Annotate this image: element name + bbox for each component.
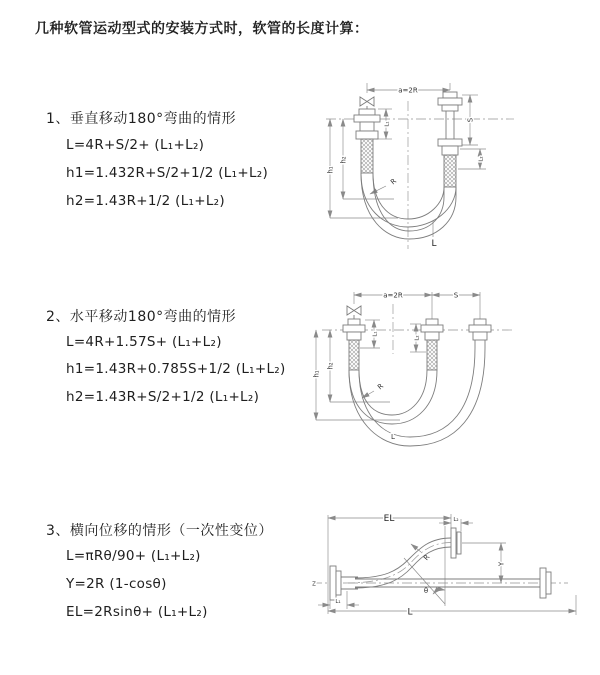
length-label: L bbox=[391, 433, 395, 441]
dim-label-el: EL bbox=[383, 514, 395, 524]
dimension-lines bbox=[316, 292, 480, 420]
radius-label: R bbox=[422, 553, 432, 563]
section-2-formula-h2: h2=1.43R+S/2+1/2 (L₁+L₂) bbox=[66, 389, 260, 405]
section-1-formula-h2: h2=1.43R+1/2 (L₁+L₂) bbox=[66, 193, 225, 209]
section-1-formula-h1: h1=1.432R+S/2+1/2 (L₁+L₂) bbox=[66, 165, 269, 181]
section-3-formula-EL: EL=2Rsinθ+ (L₁+L₂) bbox=[66, 604, 208, 620]
diagram-lateral-displacement bbox=[300, 498, 585, 640]
hose-curves bbox=[355, 538, 540, 588]
dim-label-h1: h₁ bbox=[326, 166, 335, 174]
dim-label-fitting-left: L₁ bbox=[384, 121, 391, 127]
dim-label-fitting-right: L₂ bbox=[453, 517, 459, 523]
flange-fitting-left bbox=[354, 109, 380, 173]
diagram-vertical-180-bend bbox=[310, 75, 525, 260]
radius-label: R bbox=[389, 177, 399, 187]
dim-label-width: a=2R bbox=[383, 291, 403, 300]
angle-label: θ bbox=[423, 587, 429, 595]
dim-label-fitting-right: L₂ bbox=[414, 335, 421, 341]
section-3-heading: 3、横向位移的情形（一次性变位） bbox=[46, 523, 273, 539]
valve-icon bbox=[360, 97, 374, 109]
flange-fitting-right bbox=[469, 319, 491, 348]
valve-icon bbox=[347, 306, 361, 319]
flange-fitting-right-upper bbox=[438, 92, 462, 139]
flange-right bbox=[540, 568, 551, 598]
radius-label: R bbox=[376, 382, 386, 392]
dim-label-stroke: S bbox=[453, 291, 459, 300]
dimension-lines bbox=[318, 514, 576, 615]
diagram-horizontal-180-bend bbox=[308, 282, 535, 462]
dim-label-h2: h₂ bbox=[339, 156, 348, 164]
offset-label: Y bbox=[497, 561, 506, 567]
section-2-formula-L: L=4R+1.57S+ (L₁+L₂) bbox=[66, 334, 222, 350]
centerlines bbox=[326, 101, 514, 249]
flange-fitting-middle bbox=[421, 319, 443, 370]
centerline-break-mark: Z bbox=[312, 581, 316, 588]
flange-upper bbox=[451, 528, 461, 558]
dim-label-fitting-right: L₂ bbox=[478, 156, 485, 162]
dim-label-fitting-left: L₁ bbox=[335, 599, 341, 605]
dim-label-stroke: S bbox=[466, 117, 475, 123]
length-label: L bbox=[431, 239, 437, 249]
section-2-formula-h1: h1=1.43R+0.785S+1/2 (L₁+L₂) bbox=[66, 361, 286, 377]
flange-fitting-right-lower bbox=[438, 139, 462, 197]
section-1-heading: 1、垂直移动180°弯曲的情形 bbox=[46, 111, 237, 127]
section-3-formula-L: L=πRθ/90+ (L₁+L₂) bbox=[66, 548, 201, 564]
dim-label-width: a=2R bbox=[398, 86, 418, 95]
flange-fitting-left bbox=[343, 319, 365, 370]
u-bend-hoses bbox=[361, 173, 456, 239]
length-label: L bbox=[407, 607, 413, 618]
dim-label-h2: h₂ bbox=[326, 362, 335, 370]
dim-label-h1: h₁ bbox=[312, 370, 321, 378]
page-title: 几种软管运动型式的安装方式时，软管的长度计算： bbox=[35, 21, 369, 37]
u-bend-hoses bbox=[349, 348, 485, 446]
section-1-formula-L: L=4R+S/2+ (L₁+L₂) bbox=[66, 137, 205, 153]
dim-label-fitting-left: L₁ bbox=[372, 331, 379, 337]
section-3-formula-Y: Y=2R (1-cosθ) bbox=[66, 576, 167, 592]
section-2-heading: 2、水平移动180°弯曲的情形 bbox=[46, 309, 237, 325]
